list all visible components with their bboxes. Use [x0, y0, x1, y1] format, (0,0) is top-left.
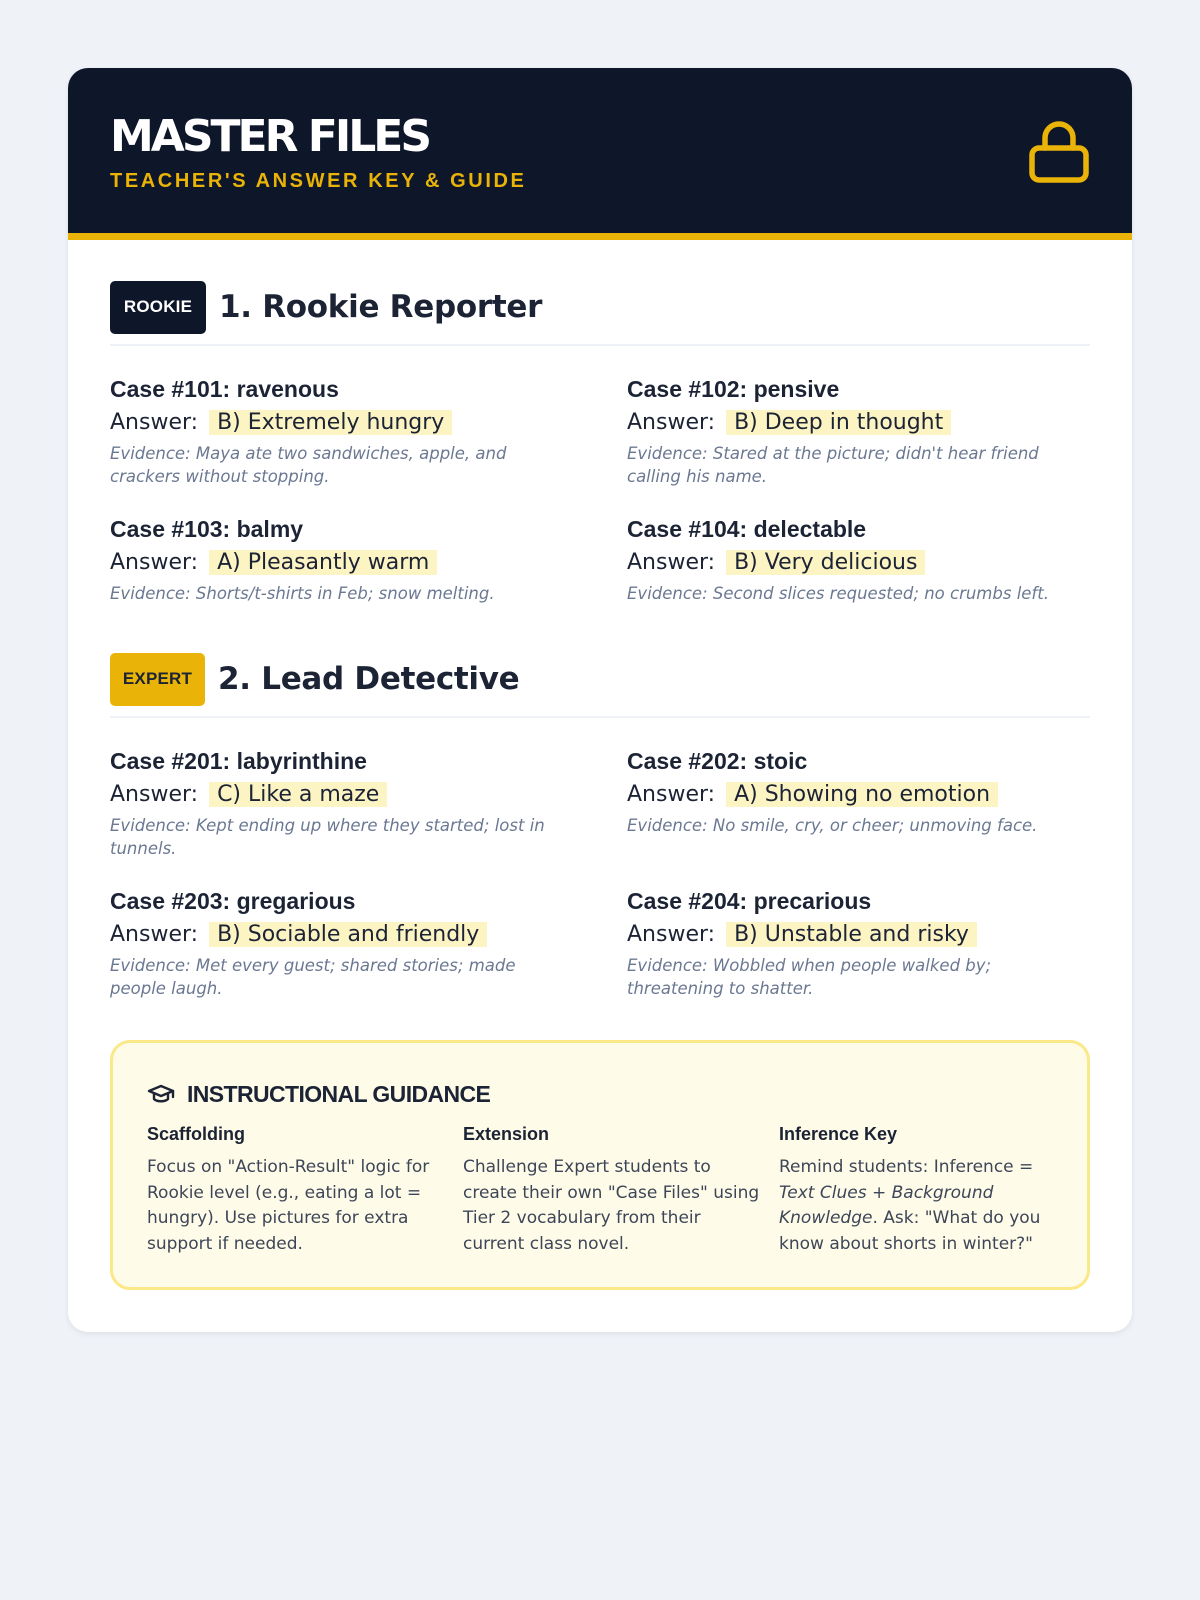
case-title: Case #202: stoic [627, 748, 808, 774]
answer-line [110, 546, 627, 580]
evidence-text: Evidence: Stared at the picture; didn't hear friend calling his name. [627, 444, 1039, 486]
answer-line [110, 406, 627, 440]
section-header [110, 652, 1090, 706]
answer-label: Answer: [110, 550, 199, 575]
level-badge: EXPERT [110, 653, 205, 706]
guidance-column-extension [463, 1121, 779, 1257]
case-grid [110, 746, 1090, 1026]
evidence-text: Evidence: No smile, cry, or cheer; unmoving face. [627, 816, 1038, 835]
column-text: Focus on "Action-Result" logic for Rookie level (e.g., eating a lot = hungry). Use pictures for extra support if needed. [147, 1157, 430, 1254]
answer-label: Answer: [627, 550, 716, 575]
evidence-text: Evidence: Wobbled when people walked by; threatening to shatter. [627, 956, 992, 998]
section-title: 2. Lead Detective [218, 661, 520, 697]
evidence-text: Evidence: Met every guest; shared stories; made people laugh. [110, 956, 516, 998]
column-text-emphasis: Text Clues + Background Knowledge [779, 1182, 994, 1228]
answer-label: Answer: [627, 922, 716, 947]
page-title: MASTER FILES [110, 111, 430, 162]
column-text-prefix: Remind students: Inference = [779, 1157, 1034, 1177]
answer-line [627, 546, 1090, 580]
case-title: Case #103: balmy [110, 516, 304, 542]
case-title: Case #204: precarious [627, 888, 872, 914]
case-item [627, 374, 1090, 514]
instructional-guidance-box [110, 1040, 1090, 1290]
answer-label: Answer: [627, 782, 716, 807]
section-expert [110, 652, 1090, 1026]
guidance-column-inference-key [779, 1121, 1069, 1257]
case-grid [110, 374, 1090, 654]
answer-line [110, 918, 627, 952]
answer-label: Answer: [110, 782, 199, 807]
answer-value: A) Pleasantly warm [209, 550, 437, 575]
answer-line [627, 778, 1090, 812]
guidance-column-scaffolding [147, 1121, 463, 1257]
case-item [110, 746, 627, 886]
answer-value: C) Like a maze [209, 782, 387, 807]
case-title: Case #203: gregarious [110, 888, 356, 914]
case-item [627, 746, 1090, 886]
answer-value: A) Showing no emotion [726, 782, 998, 807]
column-title: Scaffolding [147, 1124, 245, 1144]
page-subtitle: TEACHER'S ANSWER KEY & GUIDE [110, 170, 527, 192]
answer-label: Answer: [110, 410, 199, 435]
column-title: Inference Key [779, 1124, 898, 1144]
content [68, 240, 1132, 1290]
section-header [110, 280, 1090, 334]
case-title: Case #101: ravenous [110, 376, 339, 402]
answer-value: B) Sociable and friendly [209, 922, 487, 947]
case-item [110, 886, 627, 1026]
section-divider [110, 716, 1090, 718]
graduation-cap-icon [147, 1083, 175, 1105]
header [68, 68, 1132, 240]
case-title: Case #104: delectable [627, 516, 867, 542]
column-text [779, 1155, 1069, 1257]
case-item [110, 514, 627, 654]
case-item [627, 886, 1090, 1026]
column-text: Challenge Expert students to create their own "Case Files" using Tier 2 vocabulary from their current class novel. [463, 1157, 760, 1254]
column-text-suffix: . Ask: "What do you know about shorts in winter?" [779, 1208, 1041, 1254]
answer-key-card [68, 68, 1132, 1332]
guidance-title: INSTRUCTIONAL GUIDANCE [187, 1080, 491, 1107]
column-title: Extension [463, 1124, 550, 1144]
evidence-text: Evidence: Kept ending up where they started; lost in tunnels. [110, 816, 545, 858]
guidance-header [147, 1079, 1053, 1109]
case-title: Case #201: labyrinthine [110, 748, 367, 774]
answer-value: B) Deep in thought [726, 410, 951, 435]
answer-line [627, 918, 1090, 952]
section-rookie [110, 280, 1090, 654]
case-title: Case #102: pensive [627, 376, 840, 402]
answer-value: B) Very delicious [726, 550, 925, 575]
answer-value: B) Extremely hungry [209, 410, 452, 435]
evidence-text: Evidence: Shorts/t-shirts in Feb; snow melting. [110, 584, 495, 603]
answer-label: Answer: [110, 922, 199, 947]
lock-icon [1028, 118, 1090, 184]
guidance-columns [147, 1121, 1053, 1257]
level-badge: ROOKIE [110, 281, 206, 334]
case-item [627, 514, 1090, 654]
answer-label: Answer: [627, 410, 716, 435]
evidence-text: Evidence: Second slices requested; no crumbs left. [627, 584, 1049, 603]
evidence-text: Evidence: Maya ate two sandwiches, apple, and crackers without stopping. [110, 444, 507, 486]
answer-line [110, 778, 627, 812]
answer-value: B) Unstable and risky [726, 922, 977, 947]
answer-line [627, 406, 1090, 440]
section-title: 1. Rookie Reporter [219, 289, 543, 325]
case-item [110, 374, 627, 514]
section-divider [110, 344, 1090, 346]
